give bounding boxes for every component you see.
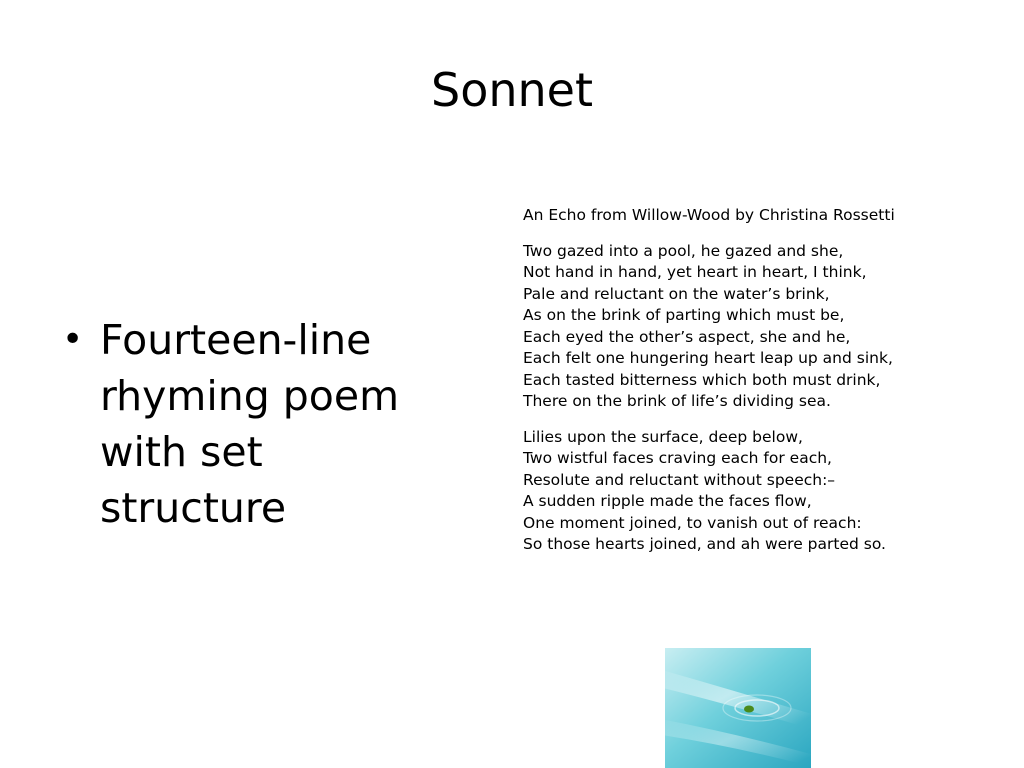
poem-line: A sudden ripple made the faces flow,	[523, 492, 812, 510]
poem-column	[523, 205, 963, 570]
poem-line: Two gazed into a pool, he gazed and she,	[523, 241, 844, 260]
poem-line: Resolute and reluctant without speech:–	[523, 470, 836, 489]
poem-stanza-2	[523, 427, 963, 556]
bullet-dot-icon: •	[62, 319, 84, 360]
poem-line: Two wistful faces craving each for each,	[523, 449, 832, 467]
slide-title: Sonnet	[431, 63, 593, 117]
poem-header: An Echo from Willow-Wood by Christina Rossetti	[523, 206, 895, 224]
bullet-text: Fourteen-line rhyming poem with set structure	[100, 316, 400, 532]
poem-line: Lilies upon the surface, deep below,	[523, 427, 803, 446]
poem-line: Each eyed the other’s aspect, she and he,	[523, 327, 851, 346]
bullet-item	[60, 312, 460, 536]
poem-line: Not hand in hand, yet heart in heart, I think,	[523, 263, 867, 281]
poem-line: Each felt one hungering heart leap up and sink,	[523, 349, 893, 367]
water-ripple-leaf-image	[665, 648, 811, 768]
poem-line: There on the brink of life’s dividing sea.	[523, 392, 831, 410]
poem-stanza-1	[523, 241, 963, 413]
poem-line: Pale and reluctant on the water’s brink,	[523, 284, 830, 303]
poem-line: One moment joined, to vanish out of reach:	[523, 513, 862, 532]
bullet-list	[60, 312, 460, 536]
poem-line: So those hearts joined, and ah were parted so.	[523, 535, 886, 553]
poem-line: As on the brink of parting which must be,	[523, 306, 845, 324]
bullet-column	[60, 312, 460, 536]
poem-line: Each tasted bitterness which both must drink,	[523, 370, 881, 389]
